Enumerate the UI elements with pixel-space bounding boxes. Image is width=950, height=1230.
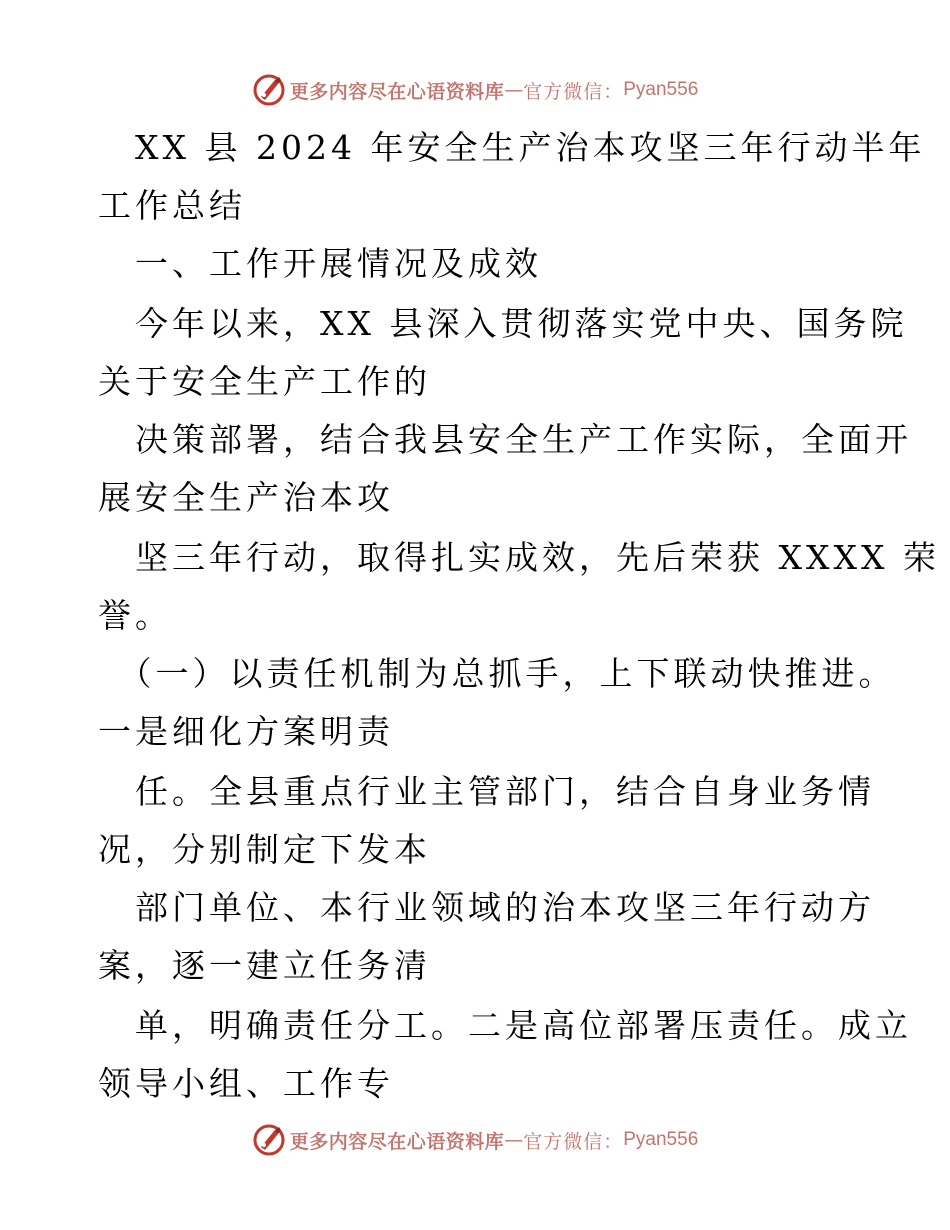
text-line: 今年以来，XX 县深入贯彻落实党中央、国务院 <box>98 304 908 343</box>
brand-logo-icon <box>252 73 286 107</box>
text-line: 决策部署，结合我县安全生产工作实际，全面开 <box>98 420 912 459</box>
watermark-official-label: 官方微信： <box>523 1130 624 1153</box>
header-watermark <box>0 70 950 110</box>
text-line: 领导小组、工作专 <box>98 1064 394 1103</box>
text-line: 展安全生产治本攻 <box>98 478 394 517</box>
brand-logo-icon <box>252 1123 286 1157</box>
footer-watermark <box>0 1120 950 1160</box>
text-line: （一）以责任机制为总抓手，上下联动快推进。 <box>98 654 896 693</box>
text-line: 部门单位、本行业领域的治本攻坚三年行动方 <box>98 888 875 927</box>
watermark-separator: — <box>504 79 524 101</box>
watermark-official-label: 官方微信： <box>523 80 624 103</box>
text-line: 关于安全生产工作的 <box>98 362 431 401</box>
watermark-text: 更多内容尽在心语资料库 <box>289 80 505 103</box>
text-line: 工作总结 <box>98 186 246 225</box>
watermark-text: 更多内容尽在心语资料库 <box>289 1130 505 1153</box>
watermark-wechat-id: Pyan556 <box>623 79 699 100</box>
text-line: 坚三年行动，取得扎实成效，先后荣获 XXXX 荣 <box>98 538 940 577</box>
text-line: 案，逐一建立任务清 <box>98 946 431 985</box>
text-line: 况，分别制定下发本 <box>98 830 431 869</box>
text-line: 誉。 <box>98 596 172 635</box>
watermark-wechat-id: Pyan556 <box>623 1129 699 1150</box>
text-line: 单，明确责任分工。二是高位部署压责任。成立 <box>98 1006 912 1045</box>
text-line: XX 县 2024 年安全生产治本攻坚三年行动半年 <box>98 128 926 167</box>
watermark-separator: — <box>504 1129 524 1151</box>
text-line: 任。全县重点行业主管部门，结合自身业务情 <box>98 772 875 811</box>
text-line: 一、工作开展情况及成效 <box>98 244 542 283</box>
text-line: 一是细化方案明责 <box>98 712 394 751</box>
